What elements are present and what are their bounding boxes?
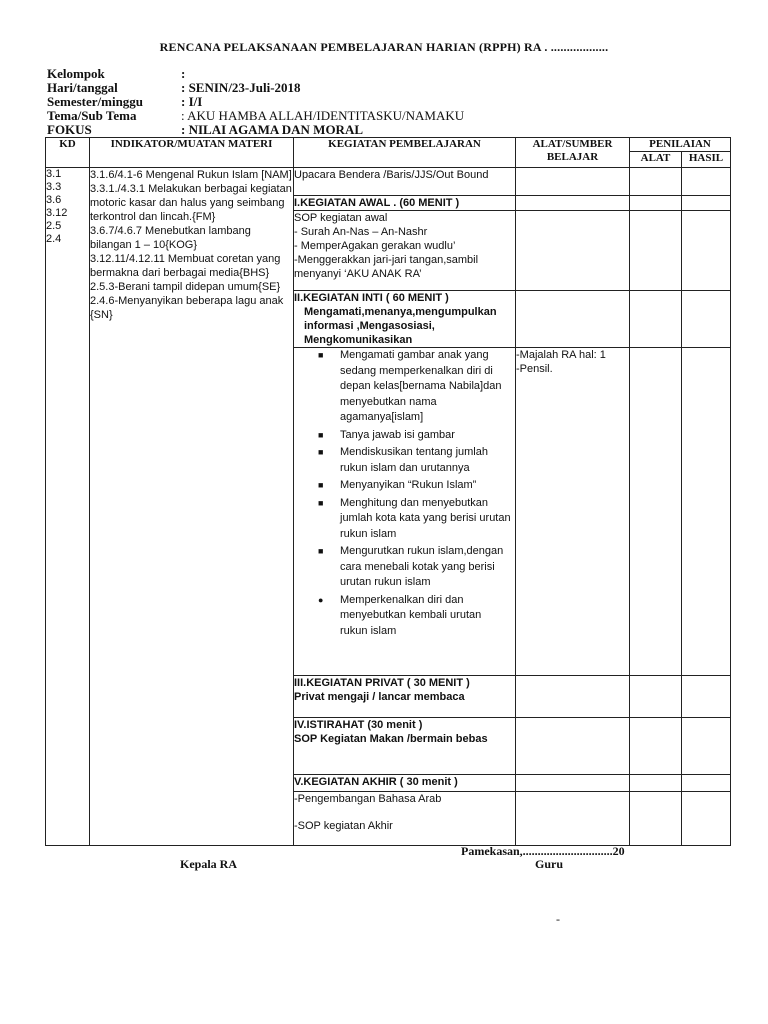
kd-item: 3.1 [46,168,62,180]
header-alat: ALAT [630,152,682,168]
indikator-item: 2.4.6-Menyanyikan beberapa lagu anak {SN} [90,295,284,321]
meta-label-hari: Hari/tanggal [47,80,118,95]
kegiatan-awal-cell [294,211,516,291]
kegiatan-awal-item: SOP kegiatan awal [294,212,388,224]
bullet-icon: ■ [318,480,324,490]
bullet-icon: ■ [318,497,324,508]
indikator-item: 2.5.3-Berani tampil didepan umum{SE} [90,281,281,293]
bullet-icon: ■ [318,350,324,360]
kegiatan-istirahat-cell [294,718,516,775]
bullet-icon: ● [318,594,324,605]
kepala-label: Kepala RA [180,857,237,871]
kegiatan-inti-title: II.KEGIATAN INTI ( 60 MENIT ) [294,292,449,304]
sumber-item: -Majalah RA hal: 1 [516,349,606,361]
kegiatan-inti-item: ● Memperkenalkan diri dan menyebutkan kembali urutan rukun islam [318,593,482,637]
kegiatan-akhir-item: -SOP kegiatan Akhir [294,820,393,832]
kegiatan-upacara: Upacara Bendera /Baris/JJS/Out Bound [294,168,516,196]
header-hasil: HASIL [682,152,731,168]
kd-item: 3.12 [46,207,68,219]
meta-value-hari: : SENIN/23-Juli-2018 [181,80,301,95]
kegiatan-awal-title: I.KEGIATAN AWAL . (60 MENIT ) [294,196,516,211]
kegiatan-inti-sub: Mengamati,menanya,mengumpulkan informasi ,Mengasosiasi, Mengkomunikasikan [304,306,497,346]
sumber-item: -Pensil. [516,363,553,375]
kegiatan-privat-cell [294,676,516,718]
place-date: Pamekasan,..............................20 [461,844,625,858]
rpph-table [45,137,731,846]
guru-label: Guru [535,857,564,871]
indikator-cell [90,168,294,846]
kegiatan-inti-item: ■ Tanya jawab isi gambar [294,428,511,444]
kd-item: 2.4 [46,233,62,245]
dash-mark: - [556,912,560,926]
header-kegiatan: KEGIATAN PEMBELAJARAN [294,138,516,168]
meta-value-fokus: : NILAI AGAMA DAN MORAL [181,122,363,137]
kegiatan-inti-list [294,348,515,639]
kegiatan-awal-item: -Menggerakkan jari-jari tangan,sambil menyanyi ‘AKU ANAK RA’ [294,254,479,280]
kegiatan-inti-item: ■ Mendiskusikan tentang jumlah rukun islam dan urutannya [318,446,488,474]
kd-item: 2.5 [46,220,62,232]
header-kd: KD [46,138,90,168]
kegiatan-inti-item: ■ Menyanyikan “Rukun Islam” [294,478,511,494]
bullet-icon: ■ [318,429,324,440]
indikator-item: 3.3.1./4.3.1 Melakukan berbagai kegiatan motoric kasar dan halus yang seimbang terkontrol dan lincah.{FM} [90,183,292,223]
meta-value-kelompok: : [181,66,186,81]
meta-label-fokus: FOKUS [47,122,92,137]
kegiatan-inti-item: ■ Mengamati gambar anak yang sedang memperkenalkan diri di depan kelas[bernama Nabila]dan menyebutkan nama agamanya[islam] [318,349,502,423]
meta-value-semester: : I/I [181,94,203,109]
meta-label-semester: Semester/minggu [47,94,144,109]
kegiatan-inti-cell [294,291,516,348]
kegiatan-akhir-cell [294,792,516,846]
kegiatan-awal-item: - MemperAgakan gerakan wudlu’ [294,240,456,252]
bullet-icon: ■ [318,447,324,457]
indikator-item: 3.6.7/4.6.7 Menebutkan lambang bilangan 1 – 10{KOG} [90,225,251,251]
kd-item: 3.3 [46,181,62,193]
meta-label-kelompok: Kelompok [47,66,105,81]
meta-value-tema: : AKU HAMBA ALLAH/IDENTITASKU/NAMAKU [181,108,465,123]
meta-label-tema: Tema/Sub Tema [47,108,137,123]
header-alat-sumber: ALAT/SUMBER BELAJAR [516,138,630,168]
kegiatan-privat-sub: Privat mengaji / lancar membaca [294,691,465,703]
kegiatan-awal-item: - Surah An-Nas – An-Nashr [294,226,428,238]
kegiatan-istirahat-title: IV.ISTIRAHAT (30 menit ) [294,719,423,731]
kegiatan-privat-title: III.KEGIATAN PRIVAT ( 30 MENIT ) [294,677,470,689]
kegiatan-istirahat-sub: SOP Kegiatan Makan /bermain bebas [294,733,488,745]
kegiatan-inti-item: ■ Mengurutkan rukun islam,dengan cara menebali kotak yang berisi urutan rukun islam [318,545,504,588]
kegiatan-inti-list-cell [294,348,516,676]
bullet-icon: ■ [318,546,324,556]
meta-block [47,67,547,139]
header-indikator: INDIKATOR/MUATAN MATERI [90,138,294,168]
indikator-item: 3.12.11/4.12.11 Membuat coretan yang bermakna dari berbagai media{BHS} [90,253,281,279]
kegiatan-inti-item: ■ Menghitung dan menyebutkan jumlah kota kata yang berisi urutan rukun islam [318,496,511,540]
kd-cell [46,168,90,846]
header-penilaian: PENILAIAN [630,138,731,152]
kegiatan-akhir-title: V.KEGIATAN AKHIR ( 30 menit ) [294,775,516,792]
sumber-cell [516,348,630,676]
kd-item: 3.6 [46,194,62,206]
kegiatan-akhir-item: -Pengembangan Bahasa Arab [294,793,442,805]
document-title: RENCANA PELAKSANAAN PEMBELAJARAN HARIAN (RPPH) RA . .................. [159,40,609,54]
indikator-item: 3.1.6/4.1-6 Mengenal Rukun Islam [NAM] [90,169,292,181]
